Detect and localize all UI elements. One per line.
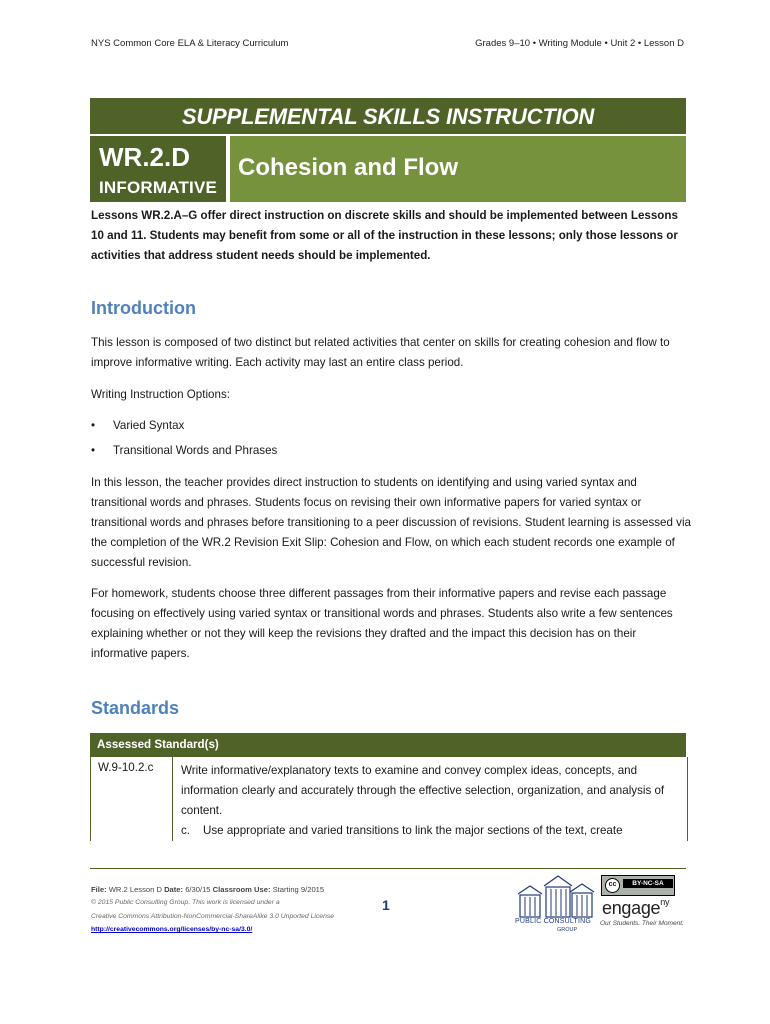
bullet-icon: • (91, 444, 96, 457)
list-item-label: Varied Syntax (113, 419, 185, 432)
introduction-paragraph-2: In this lesson, the teacher provides direct instruction to students on identifying and using varied syntax and transitional words and phrases. Students focus on revising their own informative papers for varied syntax or transitional words and phrases before transitioning to a peer discussion of revisions. Student learning is assessed via the completion of the WR.2 Revision Exit Slip: Cohesion and Flow, on which each student records one example of successful revision. (91, 476, 691, 569)
use-label: Classroom Use: (212, 885, 271, 894)
use-value: Starting 9/2015 (272, 885, 325, 894)
bullet-icon: • (91, 419, 96, 432)
file-label: File: (91, 885, 107, 894)
footer-file-info (91, 885, 324, 894)
footer-license: Creative Commons Attribution-NonCommercial-ShareAlike 3.0 Unported License (91, 913, 335, 920)
footer-copyright: © 2015 Public Consulting Group. This work is licensed under a (91, 899, 280, 906)
list-item (91, 416, 277, 441)
engageny-logo (602, 897, 669, 919)
implementation-note: Lessons WR.2.A–G offer direct instruction on discrete skills and should be implemented between Lessons 10 and 11. Students may benefit from some or all of the instruction in these lessons; only those lessons or activities that address student needs should be implemented. (91, 209, 678, 262)
substandard-letter: c. (181, 824, 191, 837)
introduction-paragraph-1: This lesson is composed of two distinct but related activities that center on skills for creating cohesion and flow to improve informative writing. Each activity may last an entire class period. (91, 336, 670, 369)
standards-heading: Standards (91, 698, 180, 718)
standards-table-row (90, 757, 688, 841)
engage-sup: ny (660, 897, 670, 907)
lesson-title: Cohesion and Flow (238, 154, 458, 181)
lesson-code-box (90, 136, 226, 202)
engage-text: engage (602, 898, 661, 918)
pcg-name: PUBLIC CONSULTING (515, 918, 592, 925)
writing-options-list (91, 416, 277, 466)
lesson-category: INFORMATIVE (99, 178, 218, 197)
standard-code: W.9-10.2.c (91, 757, 173, 841)
standard-substandard (181, 821, 681, 841)
pcg-group: GROUP (557, 927, 578, 933)
writing-options-label: Writing Instruction Options: (91, 388, 230, 401)
cc-badge-label: BY-NC-SA (623, 879, 673, 888)
introduction-heading: Introduction (91, 298, 196, 318)
license-link[interactable]: http://creativecommons.org/licenses/by-nc-sa/3.0/ (91, 926, 253, 933)
running-header-left: NYS Common Core ELA & Literacy Curriculum (91, 38, 289, 49)
engageny-tagline: Our Students. Their Moment. (600, 920, 684, 927)
section-banner: SUPPLEMENTAL SKILLS INSTRUCTION (90, 98, 686, 134)
cc-icon: cc (605, 878, 620, 893)
standards-table-header (90, 733, 686, 757)
footer-divider (90, 868, 686, 869)
page-number: 1 (382, 897, 390, 913)
substandard-text: Use appropriate and varied transitions to link the major sections of the text, create (203, 824, 623, 837)
cc-license-badge[interactable] (601, 875, 675, 896)
lesson-code: WR.2.D (99, 142, 190, 172)
list-item (91, 441, 277, 466)
introduction-paragraph-3: For homework, students choose three different passages from their informative papers and revise each passage focusing on effectively using varied syntax or transitional words and phrases. Students also write a few sentences explaining whether or not they will keep the revisions they drafted and the impact this decision has on their informative papers. (91, 587, 673, 660)
running-header-right: Grades 9–10 • Writing Module • Unit 2 • Lesson D (475, 38, 684, 49)
date-label: Date: (164, 885, 184, 894)
date-value: 6/30/15 (185, 885, 211, 894)
table-header-label: Assessed Standard(s) (97, 738, 219, 751)
file-value: WR.2 Lesson D (108, 885, 162, 894)
lesson-title-box (230, 136, 686, 202)
list-item-label: Transitional Words and Phrases (113, 444, 278, 457)
standard-text: Write informative/explanatory texts to examine and convey complex ideas, concepts, and information clearly and accurately through the effective selection, organization, and analysis of content. (181, 764, 665, 817)
